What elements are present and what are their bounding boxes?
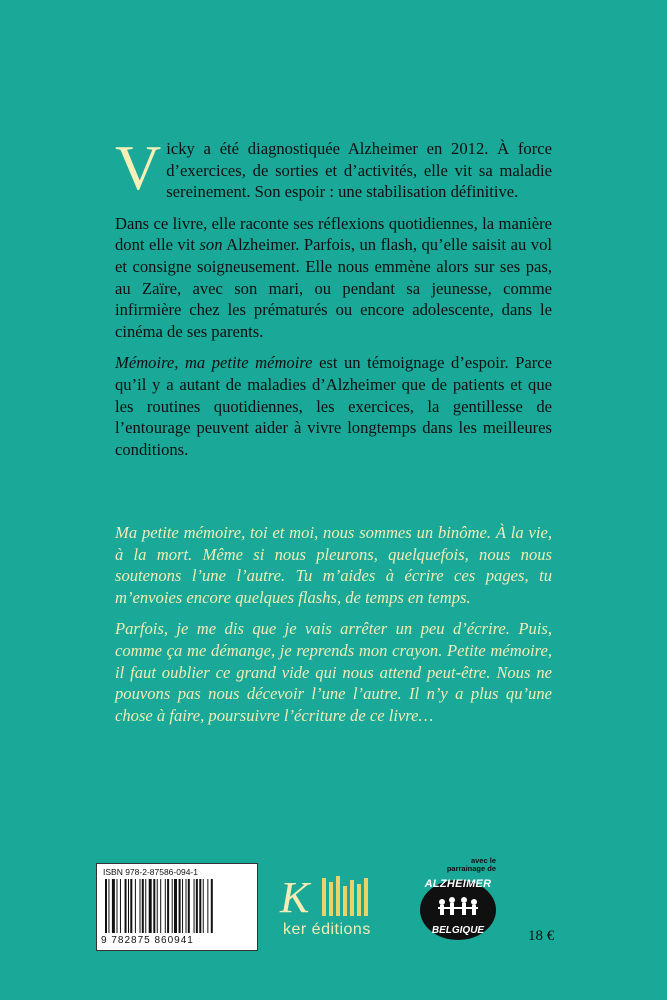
barcode-icon [103, 879, 253, 934]
sponsor-name-bottom: BELGIQUE [431, 925, 485, 936]
publisher-logo-letter: K [280, 873, 310, 922]
barcode-bar [211, 879, 213, 933]
excerpt-paragraph-1: Ma petite mémoire, toi et moi, nous sommes un binôme. À la vie, à la mort. Même si nous pleurons, quelquefois, nous nous soutenons l’une l’autre. Tu m’aides à écrire ces pages, tu m’envoies encore quelques flashs, de temps en temps. [115, 523, 552, 607]
drop-cap: V [115, 132, 162, 203]
barcode-bar [128, 879, 129, 933]
barcode-bar [179, 879, 181, 933]
summary-text-2b: Alzheimer. Parfois, un flash, qu’elle saisit au vol et consigne soigneusement. Elle nous emmène alors sur ses pas, au Zaïre, avec son mari, ou pendant sa jeunesse, comme infirmière chez les prématurés ou encore adolescente, dans le cinéma de ses parents. [115, 235, 552, 341]
barcode-bar [174, 879, 177, 933]
excerpt-paragraph-2: Parfois, je me dis que je vais arrêter un peu d’écrire. Puis, comme ça me démange, je reprends mon crayon. Petite mémoire, il faut oublier ce grand vide qui nous attend peut-être. Nous ne pouvons pas nous décevoir l’une l’autre. Il n’y a plus qu’une chose à faire, poursuivre l’écriture de ce livre… [115, 619, 552, 725]
barcode-bar [153, 879, 155, 933]
barcode-bar [160, 879, 161, 933]
barcode-bar [135, 879, 136, 933]
summary-paragraph-3 [115, 352, 552, 460]
summary-text-1: icky a été diagnostiquée Alzheimer en 2012. À force d’exercices, de sorties et d’activités, elle vit sa maladie sereinement. Son espoir : une stabilisation définitive. [166, 139, 552, 202]
barcode-bar [196, 879, 198, 933]
barcode-bar [172, 879, 173, 933]
isbn-barcode-box [96, 863, 258, 951]
barcode-bar [194, 879, 195, 933]
barcode-bar [140, 879, 141, 933]
book-title-mention: Mémoire, ma petite mémoire [115, 353, 313, 373]
barcode-bar [142, 879, 144, 933]
isbn-label: ISBN 978-2-87586-094-1 [103, 867, 198, 877]
book-summary [115, 132, 553, 470]
barcode-bar [182, 879, 183, 933]
publisher-name: ker éditions [283, 921, 371, 938]
summary-paragraph-1 [115, 132, 552, 203]
barcode-bar [145, 879, 146, 933]
barcode-bar [203, 879, 204, 933]
barcode-bar [120, 879, 121, 933]
barcode-bar [105, 879, 107, 933]
barcode-bar [112, 879, 115, 933]
barcode-bar [108, 879, 109, 933]
barcode-bar [130, 879, 132, 933]
barcode-bar [199, 879, 201, 933]
barcode-bar [149, 879, 152, 933]
summary-emphasis: son [199, 235, 223, 255]
summary-text-3: est un témoignage d’espoir. Parce qu’il y a autant de maladies d’Alzheimer que de patients et que les routines quotidiennes, les exercices, la gentillesse de l’entourage peuvent aider à vivre longtemps dans les meilleures conditions. [115, 353, 553, 459]
price: 18 € [528, 928, 555, 944]
barcode-bar [167, 879, 169, 933]
sponsor-note: avec le parrainage de [446, 856, 496, 873]
barcode-bar [157, 879, 158, 933]
barcode-bar [117, 879, 118, 933]
barcode-digits: 9 782875 860941 [101, 935, 194, 946]
barcode-bar [165, 879, 166, 933]
barcode-bar [188, 879, 190, 933]
summary-paragraph-2 [115, 213, 552, 343]
author-excerpt [115, 522, 552, 736]
barcode-bar [186, 879, 187, 933]
sponsor-name-top: ALZHEIMER [424, 878, 492, 890]
summary-text-2a: Dans ce livre, elle raconte ses réflexions quotidiennes, la manière dont elle vit [115, 213, 552, 255]
barcode-bar [125, 879, 127, 933]
barcode-bar [207, 879, 208, 933]
